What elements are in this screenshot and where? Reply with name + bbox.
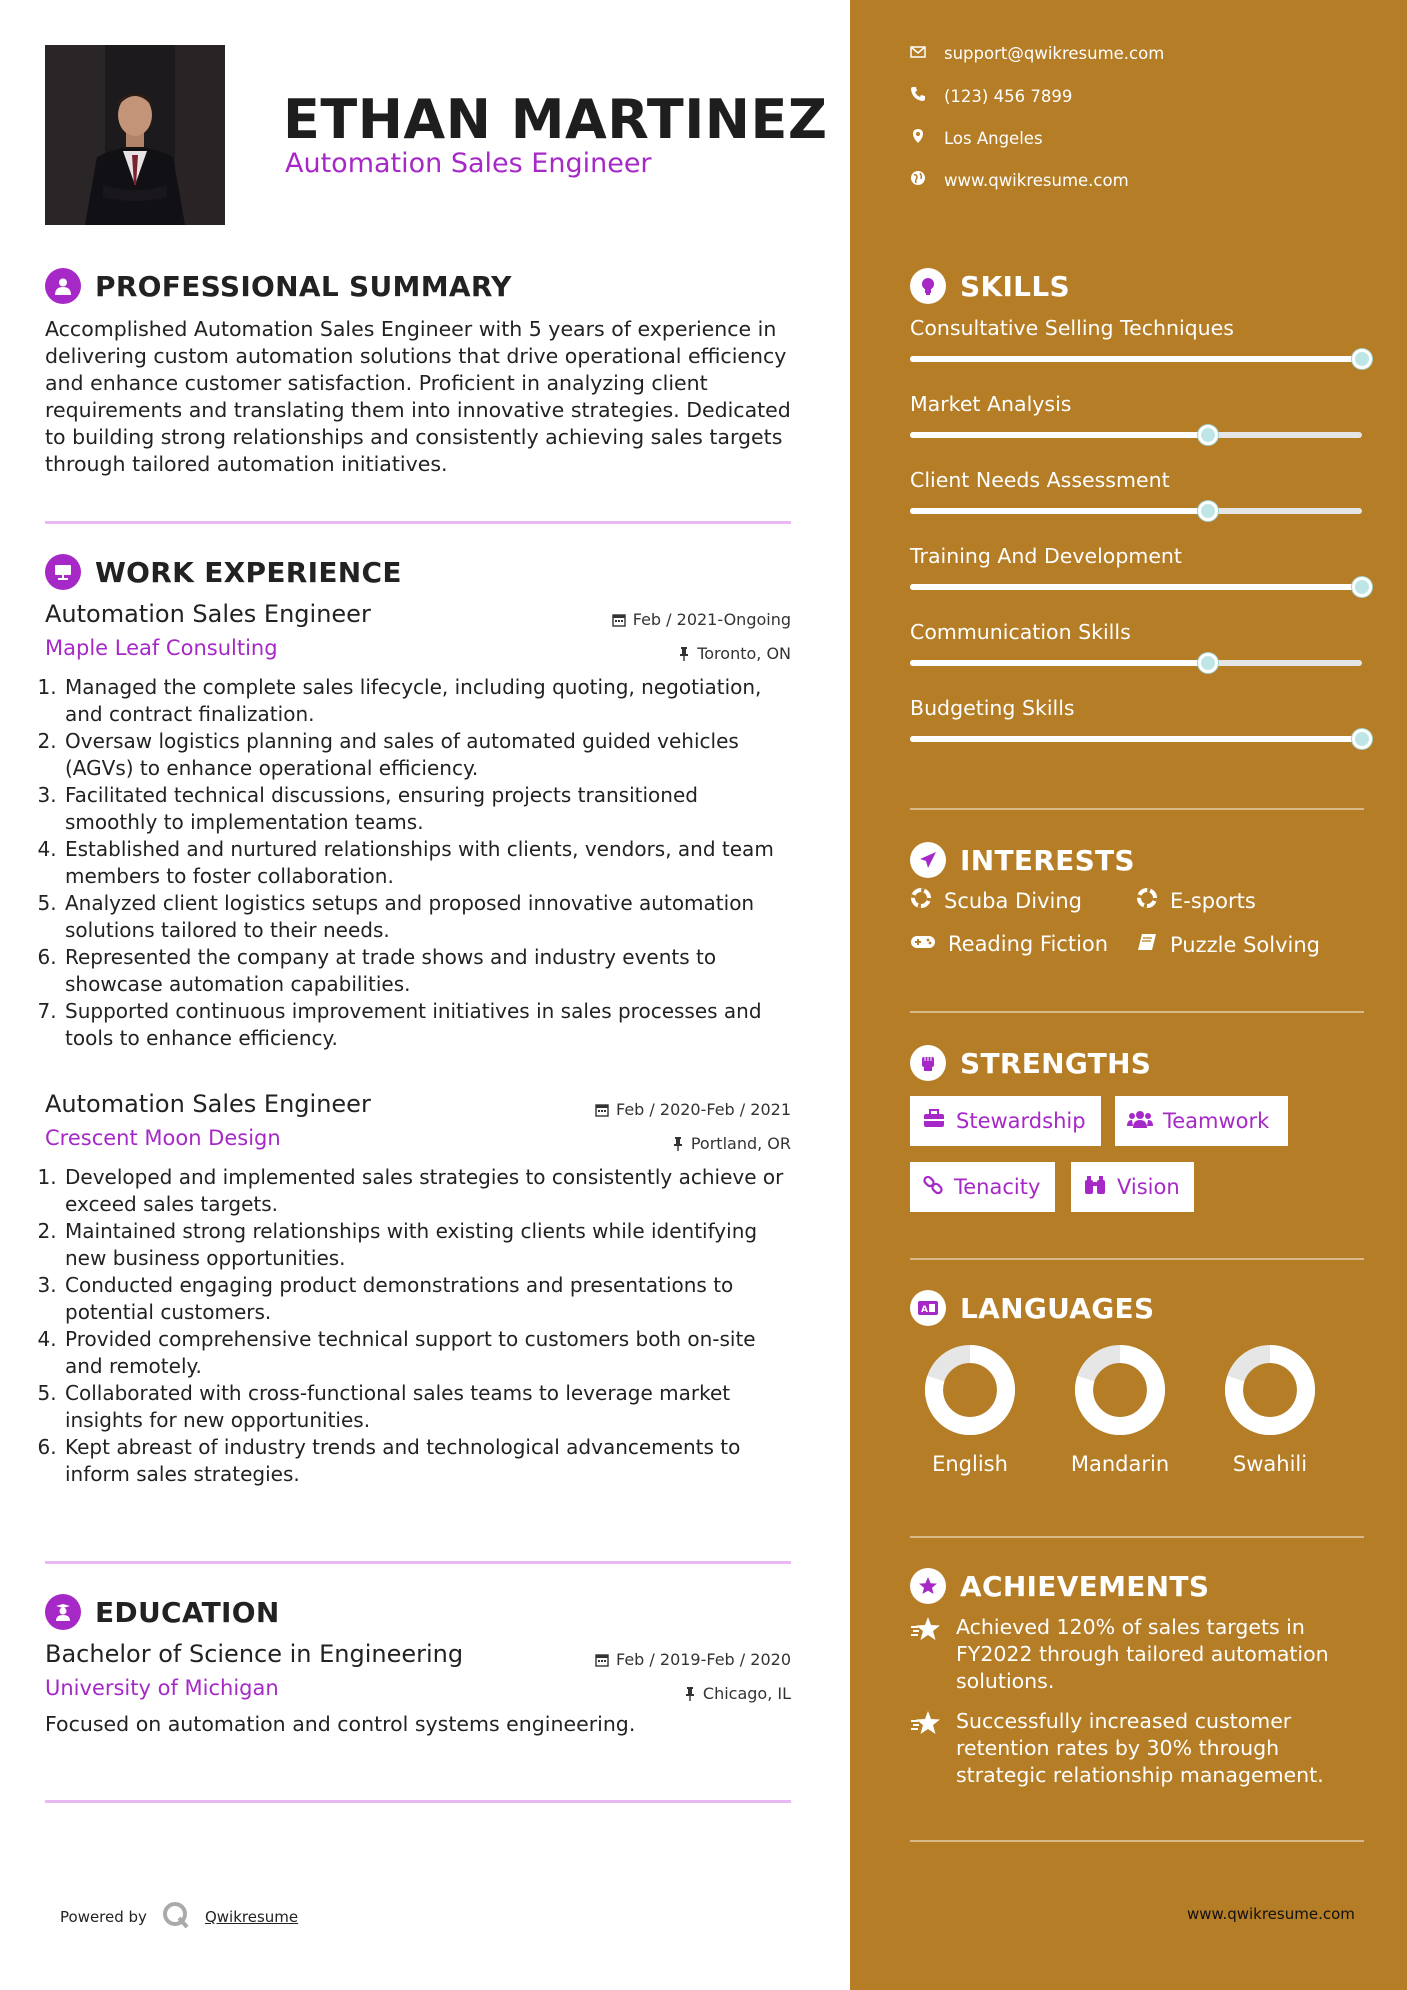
map-marker-icon [910,128,926,148]
education-meta [595,1644,791,1712]
education-degree: Bachelor of Science in Engineering [45,1640,464,1668]
job-title: Automation Sales Engineer [45,1090,371,1118]
language-label: Mandarin [1070,1452,1170,1476]
pin-icon [678,640,690,672]
skill-bar-knob[interactable] [1198,501,1218,521]
section-divider [45,1561,791,1564]
job-company: Crescent Moon Design [45,1126,281,1150]
job-company: Maple Leaf Consulting [45,636,278,660]
contact-website-text: www.qwikresume.com [944,170,1129,190]
strengths-title: STRENGTHS [960,1046,1152,1080]
qwikresume-logo-icon [161,1900,191,1934]
user-icon [45,268,81,304]
contact-email-text: support@qwikresume.com [944,44,1165,63]
skill-bar [910,356,1362,362]
language-item [905,1340,1035,1476]
skill-label: Communication Skills [910,620,1131,644]
job-bullet: 2. Oversaw logistics planning and sales of automated guided vehicles (AGVs) to enhance operational efficiency. [63,728,791,782]
education-title: EDUCATION [95,1595,280,1629]
skill-label: Market Analysis [910,392,1072,416]
users-icon [1127,1109,1153,1134]
job-title: Automation Sales Engineer [45,600,371,628]
strength-badge [1115,1096,1288,1146]
skill-bar-knob[interactable] [1352,729,1372,749]
skill-item [910,696,1365,742]
job-meta [612,604,791,672]
strength-badge [910,1096,1101,1146]
footer-site[interactable]: www.qwikresume.com [1187,1905,1355,1923]
skill-bar-fill [910,356,1362,362]
languages-title: LANGUAGES [960,1291,1155,1325]
skill-item [910,544,1365,590]
sidebar-divider [910,1258,1364,1260]
skill-label: Budgeting Skills [910,696,1075,720]
gamepad-icon [910,932,936,956]
paper-plane-icon [910,842,946,878]
job-bullet: 6. Kept abreast of industry trends and technological advancements to inform sales strategies. [63,1434,791,1488]
language-donut [1070,1340,1170,1440]
binoculars-icon [1083,1174,1107,1201]
sidebar-divider [910,1840,1364,1842]
job-entry [45,600,791,1052]
lightbulb-icon [910,268,946,304]
summary-text: Accomplished Automation Sales Engineer with 5 years of experience in delivering custom automation solutions that drive operational efficiency and enhance customer satisfaction. Proficient in analyzing client requirements and translating them into innovative strategies. Dedicated to building strong relationships and consistently achieving sales targets through tailored automation initiatives. [45,317,791,476]
pin-icon [672,1130,684,1162]
language-donut [1220,1340,1320,1440]
sidebar-divider [910,1536,1364,1538]
section-divider [45,1800,791,1803]
globe-icon [910,170,926,190]
qwikresume-link[interactable]: Qwikresume [204,1908,299,1926]
interest-item [910,887,1082,914]
sidebar-divider [910,808,1364,810]
skill-bar-knob[interactable] [1352,577,1372,597]
languages-heading [910,1290,1154,1326]
calendar-icon [612,606,626,638]
summary-title: PROFESSIONAL SUMMARY [95,269,512,303]
education-description: Focused on automation and control systems engineering. [45,1712,636,1736]
strength-badge [1071,1162,1194,1212]
job-bullets [45,1164,791,1488]
education-location: Chicago, IL [702,1684,791,1703]
language-label: Swahili [1232,1452,1308,1476]
star-icon [910,1708,944,1789]
life-ring-icon [910,887,932,914]
job-bullet: 7. Supported continuous improvement initiatives in sales processes and tools to enhance efficiency. [63,998,791,1052]
contact-location [910,128,1043,148]
education-school: University of Michigan [45,1676,279,1700]
job-bullet: 3. Conducted engaging product demonstrations and presentations to potential customers. [63,1272,791,1326]
calendar-icon [595,1096,609,1128]
life-ring-icon [1136,887,1158,914]
contact-phone[interactable] [910,86,1072,106]
education-entry [45,1640,791,1736]
calendar-icon [595,1646,609,1678]
skill-bar-knob[interactable] [1198,425,1218,445]
skill-label: Client Needs Assessment [910,468,1170,492]
skill-item [910,316,1365,362]
fist-icon [910,1045,946,1081]
job-entry [45,1090,791,1488]
achievements-heading [910,1568,1209,1604]
candidate-name: ETHAN MARTINEZ [283,88,828,151]
job-location: Toronto, ON [697,644,791,663]
strength-badge [910,1162,1055,1212]
achievement-text: Successfully increased customer retention rates by 30% through strategic relationship management. [956,1709,1324,1787]
job-bullet: 5. Collaborated with cross-functional sales teams to leverage market insights for new opportunities. [63,1380,791,1434]
interests-title: INTERESTS [960,843,1135,877]
strength-label: Tenacity [954,1175,1041,1199]
language-item [1205,1340,1335,1476]
interest-item [910,932,1108,956]
candidate-role: Automation Sales Engineer [285,148,652,179]
contact-website[interactable] [910,170,1129,190]
skill-label: Consultative Selling Techniques [910,316,1234,340]
link-icon [922,1174,944,1201]
graduate-icon [45,1594,81,1630]
interest-label: Reading Fiction [948,932,1109,956]
briefcase-icon [922,1109,946,1134]
education-heading [45,1594,280,1630]
education-dates: Feb / 2019-Feb / 2020 [616,1650,791,1669]
skill-item [910,620,1365,666]
job-bullets [45,674,791,1052]
job-dates: Feb / 2021-Ongoing [632,610,791,629]
job-bullet: 4. Established and nurtured relationships with clients, vendors, and team members to foster collaboration. [63,836,791,890]
presentation-icon [45,554,81,590]
achievements-title: ACHIEVEMENTS [960,1569,1210,1603]
skill-item [910,392,1365,438]
interest-item [1136,932,1320,957]
language-label: English [932,1452,1008,1476]
language-donut [920,1340,1020,1440]
job-location: Portland, OR [690,1134,791,1153]
skill-bar-knob[interactable] [1198,653,1218,673]
job-dates: Feb / 2020-Feb / 2021 [616,1100,791,1119]
interest-label: Scuba Diving [944,888,1082,913]
pin-icon [684,1680,696,1712]
job-bullet: 4. Provided comprehensive technical support to customers both on-site and remotely. [63,1326,791,1380]
section-divider [45,521,791,524]
skill-label: Training And Development [910,544,1182,568]
phone-icon [910,86,926,106]
job-meta [595,1094,791,1162]
language-item [1055,1340,1185,1476]
job-bullet: 1. Managed the complete sales lifecycle, including quoting, negotiation, and contract finalization. [63,674,791,728]
skill-bar-knob[interactable] [1352,349,1372,369]
skill-bar [910,508,1362,514]
skill-bar-fill [910,736,1362,742]
job-bullet: 3. Facilitated technical discussions, ensuring projects transitioned smoothly to implementation teams. [63,782,791,836]
skill-item [910,468,1365,514]
svg-text:A: A [921,1305,928,1315]
skills-heading [910,268,1070,304]
job-bullet: 2. Maintained strong relationships with existing clients while identifying new business opportunities. [63,1218,791,1272]
strength-label: Vision [1117,1175,1180,1199]
powered-by-label: Powered by [60,1908,147,1926]
summary-heading [45,268,512,304]
interest-label: Puzzle Solving [1170,932,1320,957]
interests-heading [910,842,1135,878]
contact-email[interactable] [910,44,1164,63]
footer-powered-by [60,1900,298,1934]
profile-photo [45,45,225,225]
achievement-item [910,1708,1360,1789]
skill-bar-fill [910,660,1208,666]
strength-label: Stewardship [956,1109,1086,1133]
star-badge-icon [910,1568,946,1604]
skill-bar [910,432,1362,438]
achievement-text: Achieved 120% of sales targets in FY2022 through tailored automation solutions. [956,1615,1329,1693]
interest-item [1136,887,1256,914]
skill-bar-fill [910,508,1208,514]
job-bullet: 1. Developed and implemented sales strategies to consistently achieve or exceed sales targets. [63,1164,791,1218]
strengths-heading [910,1045,1151,1081]
sidebar-divider [910,1011,1364,1013]
skill-bar [910,660,1362,666]
achievement-item [910,1614,1360,1695]
skill-bar [910,584,1362,590]
contact-phone-text: (123) 456 7899 [944,86,1073,106]
star-icon [910,1614,944,1695]
translate-icon [910,1290,946,1326]
strength-label: Teamwork [1163,1109,1270,1133]
skill-bar-fill [910,432,1208,438]
skill-bar-fill [910,584,1362,590]
job-bullet: 5. Analyzed client logistics setups and proposed innovative automation solutions tailored to their needs. [63,890,791,944]
contact-location-text: Los Angeles [944,128,1043,148]
skill-bar [910,736,1362,742]
skills-title: SKILLS [960,269,1070,303]
envelope-icon [910,44,926,63]
book-icon [1136,932,1158,957]
work-title: WORK EXPERIENCE [95,555,402,589]
work-heading [45,554,402,590]
job-bullet: 6. Represented the company at trade shows and industry events to showcase automation capabilities. [63,944,791,998]
interest-label: E-sports [1170,888,1256,913]
